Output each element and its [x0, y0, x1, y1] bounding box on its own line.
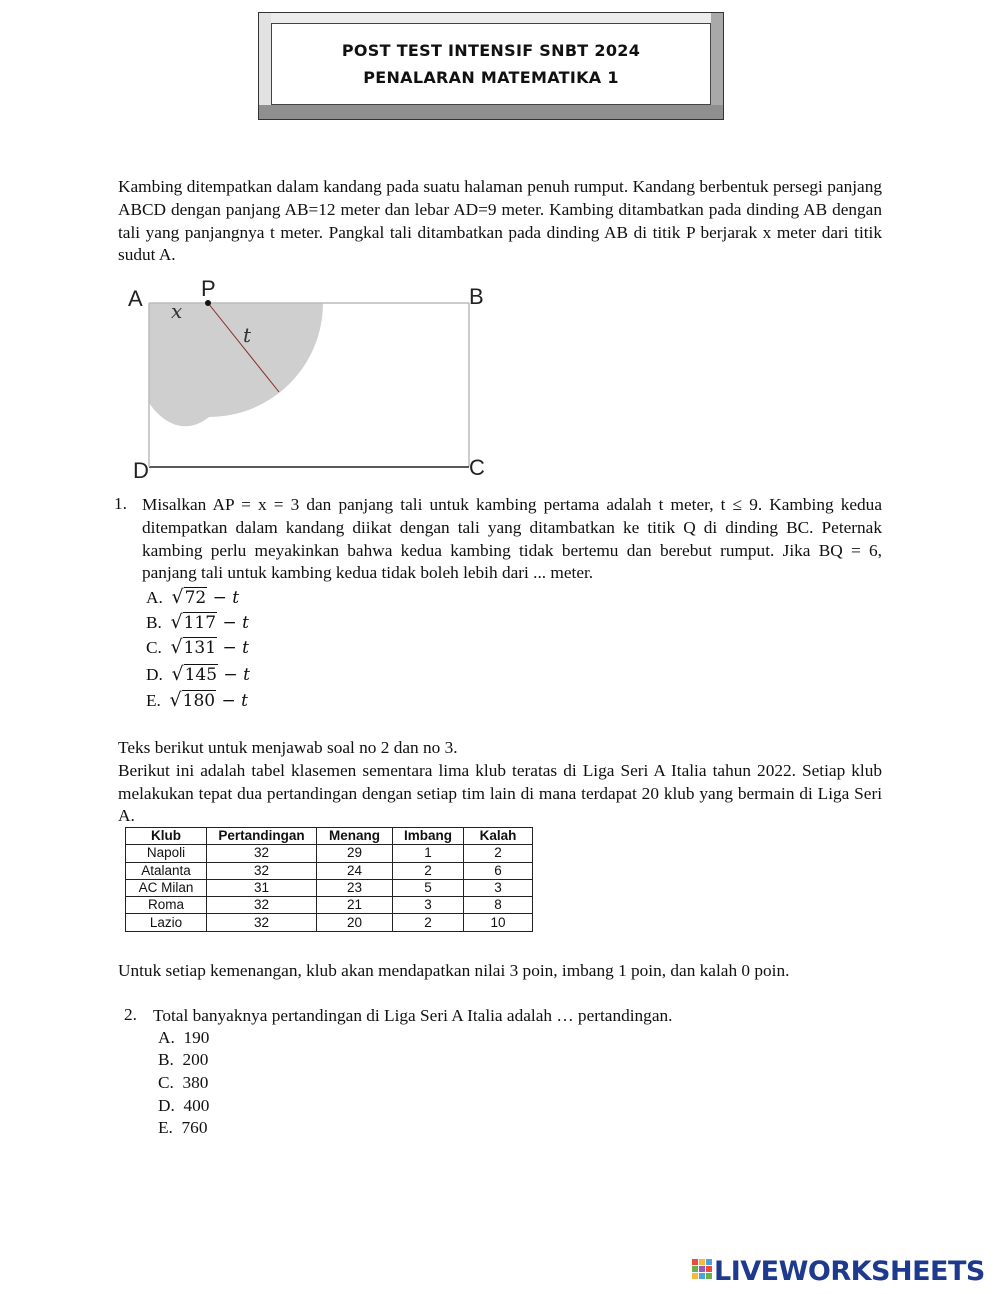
- passage-text: Berikut ini adalah tabel klasemen sementara lima klub teratas di Liga Seri A Italia tahun 2022. Setiap klub melakukan tepat dua pertandingan dengan setiap tim lain di mana terdapat 20 klub yang bermain di Liga Seri A.: [118, 760, 882, 826]
- passage-intro: Teks berikut untuk menjawab soal no 2 dan no 3.: [118, 738, 458, 757]
- title-line-2: PENALARAN MATEMATIKA 1: [363, 68, 619, 87]
- table-row: Napoli 32 29 1 2: [126, 845, 533, 862]
- standings-table: [125, 827, 533, 932]
- label-x: x: [171, 299, 183, 323]
- table-row: Lazio 32 20 2 10: [126, 914, 533, 931]
- title-box: [258, 12, 724, 120]
- liveworksheets-logo[interactable]: [692, 1256, 985, 1286]
- q2-option-c[interactable]: C. 380: [158, 1073, 209, 1092]
- q2-option-b[interactable]: B. 200: [158, 1050, 209, 1069]
- col-kalah: Kalah: [464, 828, 533, 845]
- liveworksheets-logo-text: LIVEWORKSHEETS: [714, 1255, 985, 1287]
- question-1-text: Misalkan AP = x = 3 dan panjang tali untuk kambing pertama adalah t meter, t ≤ 9. Kambing kedua ditempatkan dalam kandang diikat dengan tali yang ditambatkan ke titik Q di dinding BC. Peternak kambing perlu meyakinkan bahwa kedua kambing tidak bertemu dan berebut rumput. Jika BQ = 6, panjang tali untuk kambing kedua tidak boleh lebih dari ... meter.: [142, 495, 882, 583]
- question-1-number: 1.: [114, 494, 127, 513]
- table-row: AC Milan 31 23 5 3: [126, 879, 533, 896]
- table-row: Roma 32 21 3 8: [126, 897, 533, 914]
- table-row: Atalanta 32 24 2 6: [126, 862, 533, 879]
- q2-option-d[interactable]: D. 400: [158, 1096, 210, 1115]
- label-b: B: [469, 284, 484, 309]
- q1-option-c[interactable]: C. √131 − t: [146, 636, 249, 658]
- question-2-text: Total banyaknya pertandingan di Liga Seri A Italia adalah … pertandingan.: [153, 1006, 673, 1025]
- col-pertandingan: Pertandingan: [207, 828, 317, 845]
- title-line-1: POST TEST INTENSIF SNBT 2024: [341, 41, 641, 60]
- q2-option-a[interactable]: A. 190: [158, 1028, 210, 1047]
- label-p: P: [201, 276, 216, 301]
- col-klub: Klub: [126, 828, 207, 845]
- label-t: t: [243, 323, 252, 347]
- question-2-number: 2.: [124, 1005, 137, 1024]
- scoring-note: Untuk setiap kemenangan, klub akan mendapatkan nilai 3 poin, imbang 1 poin, dan kalah 0 poin.: [118, 961, 790, 980]
- goat-pen-diagram: [125, 276, 495, 484]
- table-header-row: [126, 828, 533, 845]
- col-menang: Menang: [317, 828, 393, 845]
- label-a: A: [128, 286, 143, 311]
- q1-option-d[interactable]: D. √145 − t: [146, 663, 250, 685]
- label-d: D: [133, 458, 149, 483]
- passage: [118, 737, 882, 828]
- col-imbang: Imbang: [393, 828, 464, 845]
- label-c: C: [469, 455, 485, 480]
- q1-option-a[interactable]: A. √72 − t: [146, 586, 240, 608]
- q2-option-e[interactable]: E. 760: [158, 1118, 208, 1137]
- q1-option-b[interactable]: B. √117 − t: [146, 611, 249, 633]
- q1-option-e[interactable]: E. √180 − t: [146, 689, 248, 711]
- liveworksheets-logo-icon: [692, 1259, 714, 1283]
- intro-paragraph: Kambing ditempatkan dalam kandang pada suatu halaman penuh rumput. Kandang berbentuk persegi panjang ABCD dengan panjang AB=12 meter dan lebar AD=9 meter. Kambing ditambatkan pada dinding AB dengan tali yang panjangnya t meter. Pangkal tali ditambatkan pada dinding AB di titik P berjarak x meter dari titik sudut A.: [118, 177, 882, 265]
